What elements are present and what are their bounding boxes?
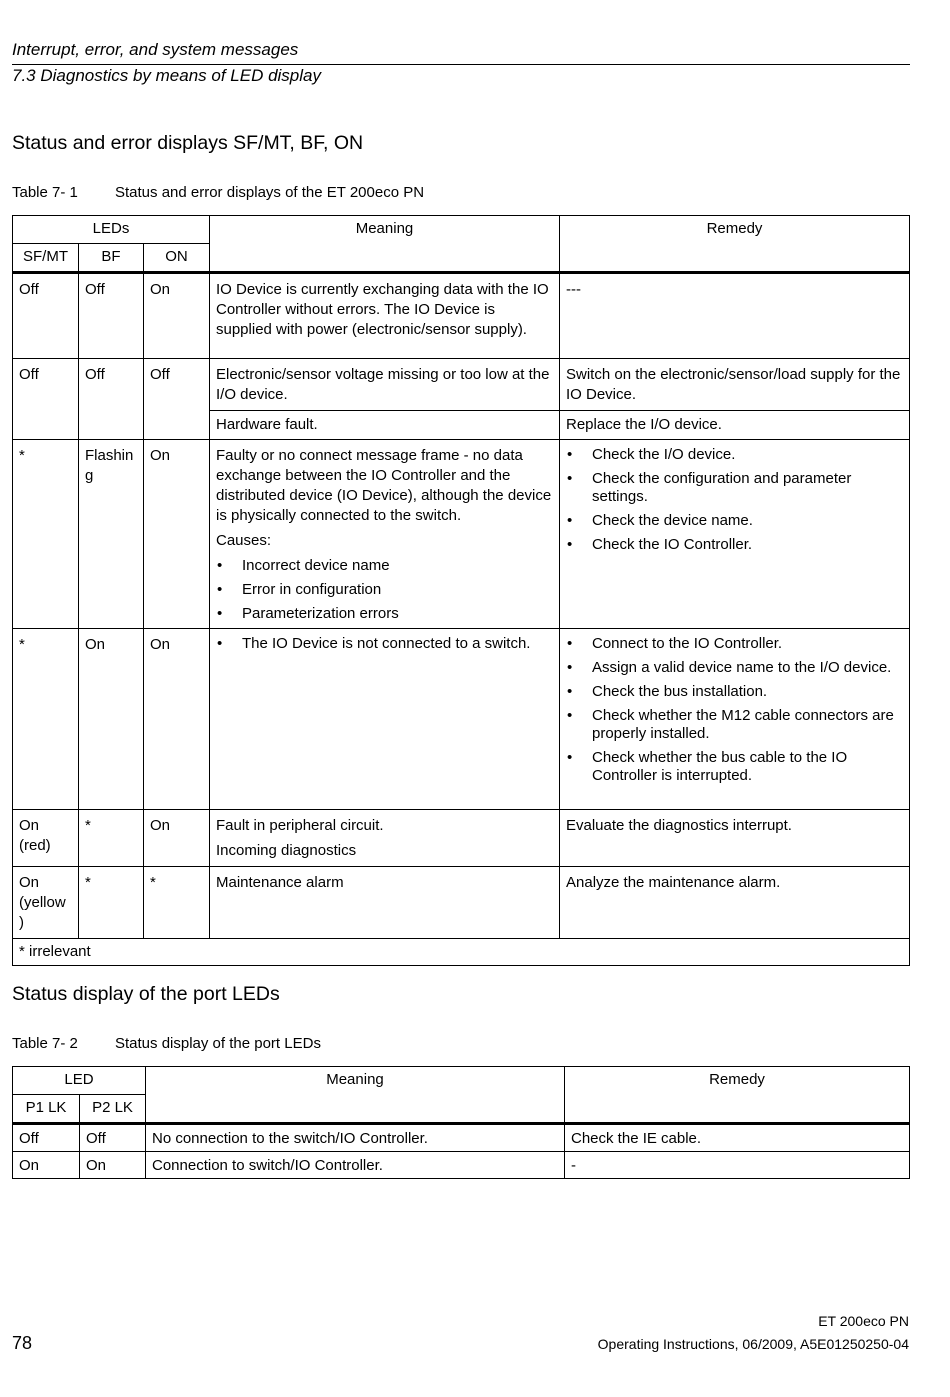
table-row xyxy=(13,359,910,411)
list-item: • Incorrect device name xyxy=(216,557,553,575)
cell-p2lk: On xyxy=(80,1152,146,1179)
list-item: • Parameterization errors xyxy=(216,605,553,623)
table-row xyxy=(13,273,910,359)
cell-meaning: Maintenance alarm xyxy=(210,867,560,939)
list-item: • Connect to the IO Controller. xyxy=(566,635,903,653)
col-header-led: LED xyxy=(13,1067,146,1095)
cell-meaning xyxy=(210,810,560,867)
list-item: • Check the I/O device. xyxy=(566,446,903,464)
cell-remedy: - xyxy=(565,1152,910,1179)
footer-product: ET 200eco PN xyxy=(818,1313,909,1329)
port-leds-table xyxy=(12,1066,910,1179)
list-item: • Error in configuration xyxy=(216,581,553,599)
causes-label: Causes: xyxy=(216,532,272,549)
cell-p1lk: Off xyxy=(13,1124,80,1152)
cell-meaning: Electronic/sensor voltage missing or too low at the I/O device. xyxy=(210,359,560,411)
cell-meaning: Hardware fault. xyxy=(210,411,560,440)
table-row xyxy=(13,810,910,867)
section-heading-status-error: Status and error displays SF/MT, BF, ON xyxy=(12,132,364,154)
running-header-section: 7.3 Diagnostics by means of LED display xyxy=(12,66,321,85)
cell-remedy: Replace the I/O device. xyxy=(560,411,910,440)
cell-remedy: Switch on the electronic/sensor/load supply for the IO Device. xyxy=(560,359,910,411)
list-item: • Check the configuration and parameter settings. xyxy=(566,470,903,506)
table-footnote: * irrelevant xyxy=(13,939,910,966)
cell-sfmt: On (yellow ) xyxy=(13,867,79,939)
cell-sfmt: * xyxy=(13,629,79,810)
cell-remedy: Analyze the maintenance alarm. xyxy=(560,867,910,939)
col-header-meaning: Meaning xyxy=(210,216,560,273)
cell-sfmt: * xyxy=(13,440,79,629)
header-rule xyxy=(12,64,910,65)
list-item: • Check the bus installation. xyxy=(566,683,903,701)
cell-sfmt: On (red) xyxy=(13,810,79,867)
cell-p2lk: Off xyxy=(80,1124,146,1152)
list-item: • Check the device name. xyxy=(566,512,903,530)
meaning-text: Faulty or no connect message frame - no data exchange between the IO Controller and the distributed device (IO Device), although the device is physically connected to the switch. xyxy=(216,447,552,524)
footer-document-info: Operating Instructions, 06/2009, A5E01250250-04 xyxy=(597,1336,909,1352)
cell-meaning xyxy=(210,629,560,810)
cell-on: Off xyxy=(144,359,210,440)
col-header-sfmt: SF/MT xyxy=(13,244,79,273)
col-header-remedy: Remedy xyxy=(560,216,910,273)
table-title: Status display of the port LEDs xyxy=(115,1035,321,1052)
table-row xyxy=(13,440,910,629)
cell-meaning: Connection to switch/IO Controller. xyxy=(146,1152,565,1179)
table-caption-7-2 xyxy=(12,1034,321,1054)
cell-bf: * xyxy=(79,810,144,867)
meaning-text: Fault in peripheral circuit. xyxy=(216,817,384,834)
col-header-bf: BF xyxy=(79,244,144,273)
cell-bf: Off xyxy=(79,359,144,440)
cell-bf: * xyxy=(79,867,144,939)
table-footnote-row xyxy=(13,939,910,966)
col-header-remedy: Remedy xyxy=(565,1067,910,1124)
cell-on: * xyxy=(144,867,210,939)
col-header-leds: LEDs xyxy=(13,216,210,244)
cell-remedy: Evaluate the diagnostics interrupt. xyxy=(560,810,910,867)
cell-meaning: IO Device is currently exchanging data with the IO Controller without errors. The IO Device is supplied with power (electronic/sensor supply). xyxy=(210,273,560,359)
meaning-list xyxy=(216,635,553,653)
cell-p1lk: On xyxy=(13,1152,80,1179)
causes-list xyxy=(216,557,553,623)
table-title: Status and error displays of the ET 200eco PN xyxy=(115,184,425,201)
remedy-list xyxy=(566,635,903,785)
cell-on: On xyxy=(144,440,210,629)
table-row xyxy=(13,1152,910,1179)
meaning-text: Incoming diagnostics xyxy=(216,842,357,859)
page-number: 78 xyxy=(12,1333,33,1353)
table-row xyxy=(13,867,910,939)
cell-remedy: --- xyxy=(560,273,910,359)
list-item: • Check the IO Controller. xyxy=(566,536,903,554)
col-header-p2lk: P2 LK xyxy=(80,1095,146,1124)
cell-remedy xyxy=(560,440,910,629)
col-header-on: ON xyxy=(144,244,210,273)
running-header-chapter: Interrupt, error, and system messages xyxy=(12,40,299,59)
list-item: • Check whether the bus cable to the IO Controller is interrupted. xyxy=(566,749,903,785)
table-number: Table 7- 1 xyxy=(12,184,78,201)
remedy-list xyxy=(566,446,903,554)
table-row xyxy=(13,1124,910,1152)
cell-meaning: No connection to the switch/IO Controller. xyxy=(146,1124,565,1152)
col-header-p1lk: P1 LK xyxy=(13,1095,80,1124)
cell-bf: Flashin g xyxy=(79,440,144,629)
cell-remedy: Check the IE cable. xyxy=(565,1124,910,1152)
list-item: • The IO Device is not connected to a switch. xyxy=(216,635,553,653)
table-caption-7-1 xyxy=(12,183,424,203)
list-item: • Check whether the M12 cable connectors are properly installed. xyxy=(566,707,903,743)
status-error-table xyxy=(12,215,910,966)
cell-remedy xyxy=(560,629,910,810)
table-row xyxy=(13,629,910,810)
cell-on: On xyxy=(144,273,210,359)
cell-sfmt: Off xyxy=(13,359,79,440)
table-number: Table 7- 2 xyxy=(12,1035,78,1052)
cell-meaning xyxy=(210,440,560,629)
cell-bf: On xyxy=(79,629,144,810)
cell-on: On xyxy=(144,810,210,867)
cell-on: On xyxy=(144,629,210,810)
col-header-meaning: Meaning xyxy=(146,1067,565,1124)
list-item: • Assign a valid device name to the I/O device. xyxy=(566,659,903,677)
cell-bf: Off xyxy=(79,273,144,359)
cell-sfmt: Off xyxy=(13,273,79,359)
section-heading-port-leds: Status display of the port LEDs xyxy=(12,983,280,1005)
